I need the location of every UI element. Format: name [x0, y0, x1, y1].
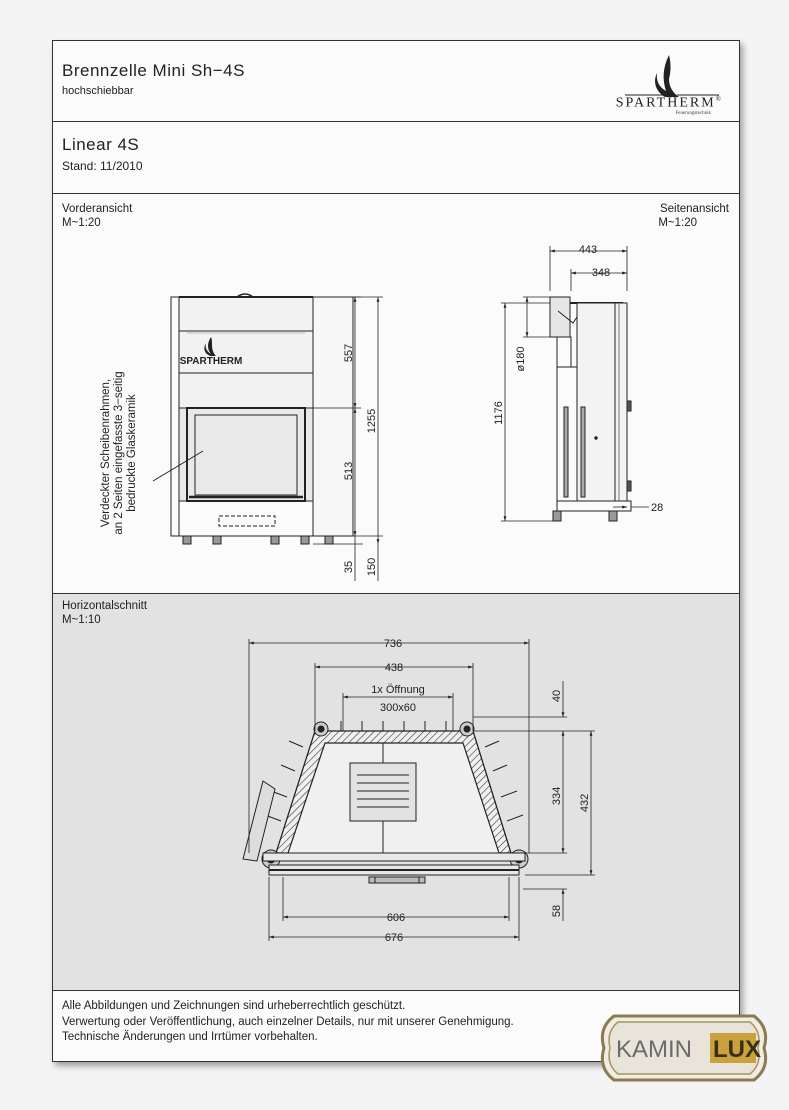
footer-notice: [62, 999, 514, 1046]
dim-section-front-inner: 606: [386, 912, 406, 924]
dim-section-right-small: 40: [551, 689, 563, 703]
front-view-title: Vorderansicht: [62, 203, 133, 215]
dim-section-outer: 736: [383, 638, 403, 650]
model-name: Linear 4S: [62, 135, 140, 154]
section-title: Horizontalschnitt: [62, 600, 148, 612]
side-view-title: Seitenansicht: [659, 203, 729, 215]
section-opening-label: 1x Öffnung: [371, 684, 425, 696]
badge-text-a: KAMIN: [616, 1036, 693, 1063]
dim-front-base: 150: [366, 557, 378, 577]
side-view-scale: M~1:20: [658, 217, 697, 229]
dim-side-flue: ø180: [515, 346, 527, 372]
footer-line: Technische Änderungen und Irrtümer vorbehalten.: [62, 1031, 318, 1043]
product-title: Brennzelle Mini Sh−4S: [62, 61, 245, 80]
dim-front-top: 557: [343, 343, 355, 363]
front-view-scale: M~1:20: [62, 217, 101, 229]
footer-line: Alle Abbildungen und Zeichnungen sind urheberrechtlich geschützt.: [62, 1000, 406, 1012]
dim-front-opening: 513: [343, 461, 355, 481]
horizontal-section-drawing: [243, 721, 528, 883]
dim-section-depth-b: 432: [579, 793, 591, 813]
technical-drawing: [53, 41, 741, 1063]
dim-section-top: 438: [384, 662, 404, 674]
footer-line: Verwertung oder Veröffentlichung, auch einzelner Details, nur mit unserer Genehmigung.: [62, 1015, 514, 1028]
model-stand: Stand: 11/2010: [62, 159, 143, 173]
dim-section-front-depth: 58: [551, 904, 563, 918]
dim-section-depth-a: 334: [551, 786, 563, 806]
front-note: [100, 371, 138, 534]
dim-front-foot: 35: [343, 560, 355, 574]
svg-text:an 2 Seiten eingefasste 3−seit: an 2 Seiten eingefasste 3−seitig: [113, 371, 125, 535]
svg-text:bedruckte Glaskeramik: bedruckte Glaskeramik: [126, 394, 138, 512]
svg-text:Verdeckter Scheibenrahmen,: Verdeckter Scheibenrahmen,: [100, 378, 112, 528]
front-logo-text: SPARTHERM: [179, 356, 243, 367]
dim-section-front-outer: 676: [384, 932, 404, 944]
dim-front-total: 1255: [366, 408, 378, 434]
dim-side-height: 1176: [493, 401, 505, 425]
badge-text-b: LUX: [713, 1036, 761, 1063]
section-opening-size: 300x60: [379, 702, 417, 714]
section-scale: M~1:10: [62, 614, 101, 626]
dim-side-depth: 443: [578, 244, 598, 256]
dim-side-frame: 28: [651, 502, 664, 514]
dim-side-inner: 348: [591, 267, 611, 279]
kaminlux-badge: [594, 1008, 774, 1088]
product-subtitle: hochschiebbar: [62, 85, 134, 97]
front-view-drawing: [153, 294, 353, 544]
brand-name: SPARTHERM®: [615, 95, 721, 111]
drawing-sheet: [52, 40, 740, 1062]
divider: [53, 990, 739, 991]
brand-tagline: Feuerungstechnik: [675, 111, 711, 116]
side-view-drawing: [550, 297, 631, 521]
